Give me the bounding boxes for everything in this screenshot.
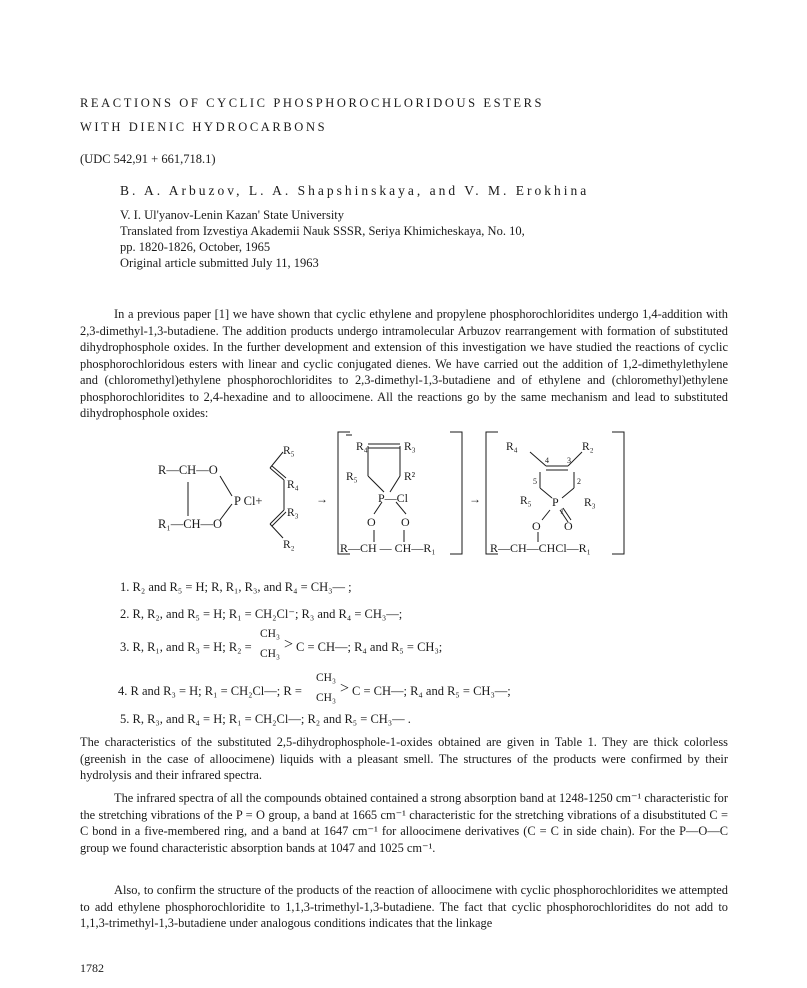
title-line-2: WITH DIENIC HYDROCARBONS: [80, 120, 328, 134]
page-number: 1782: [80, 961, 104, 975]
item3-prefix: 3. R, R₁, and R₃ = H; R₂ =: [120, 640, 252, 654]
int-o-right: O: [401, 515, 410, 529]
item3-frac-top: CH₃: [260, 628, 280, 640]
pcl-plus: P Cl+: [234, 494, 263, 508]
item3-suffix: C = CH—; R₄ and R₅ = CH₃;: [296, 640, 443, 654]
substituent-item-1: 1. R₂ and R₅ = H; R, R₁, R₃, and R₄ = CH₃— ;: [120, 580, 352, 594]
arrow-2: →: [469, 492, 481, 506]
item4-frac-bottom: CH₃: [316, 692, 336, 704]
prod-n4: 4: [545, 456, 549, 465]
prod-o-right: O: [564, 519, 573, 533]
authors: B. A. Arbuzov, L. A. Shapshinskaya, and V. M. Erokhina: [120, 183, 590, 198]
item4-prefix: 4. R and R₃ = H; R₁ = CH₂Cl—; R =: [118, 684, 302, 698]
prod-r2: R₂: [582, 441, 594, 453]
prod-bottom: R—CH—CHCl—R₁: [490, 541, 591, 555]
prod-p: P: [552, 495, 559, 509]
diene-r2: R₂: [283, 539, 295, 551]
reaction-scheme: [0, 430, 807, 570]
paragraph-alloocimene: Also, to confirm the structure of the products of the reaction of alloocimene with cyclic phosphorochloridites we attempted to add ethylene phosphorochloridite to 1,1,3-trimethyl-1,3-butadiene. The fact that cyclic phosphorochloridites do not add to 1,1,3-trimethyl-1,3-butadiene under analogous conditions indicates that the linkage: [80, 883, 728, 930]
prod-n1: 1: [560, 507, 564, 516]
item3-bracket: >: [284, 636, 294, 653]
udc-code: (UDC 542,91 + 661,718.1): [80, 152, 216, 166]
diene-r5: R₅: [283, 445, 295, 457]
prod-n5: 5: [533, 477, 537, 486]
reactant-bottom: R₁—CH—O: [158, 517, 223, 531]
int-r4: R₄: [356, 441, 368, 453]
diene-r4: R₄: [287, 479, 299, 491]
item4-bracket: >: [340, 680, 350, 697]
int-bottom: R—CH — CH—R₁: [340, 541, 436, 555]
paragraph-infrared: The infrared spectra of all the compounds obtained contained a strong absorption band at 1248-1250 cm⁻¹ characteristic for the stretching vibrations of the P = O group, a band at 1665 cm⁻¹ characteristic for the stretching vibrations of a disubstituted C = C bond in a five-membered ring, and a band at 1647 cm⁻¹ for alloocimene derivatives (C = C in side chain). For the P—O—C group we found characteristic absorption bands at 1047 and 1025 cm⁻¹.: [80, 791, 728, 855]
int-o-left: O: [367, 515, 376, 529]
intro-paragraph: In a previous paper [1] we have shown that cyclic ethylene and propylene phosphorochloridites undergo 1,4-addition with 2,3-dimethyl-1,3-butadiene. The addition products undergo intramolecular Arbuzov rearrangement with formation of substituted dihydrophosphole oxides. In the further development and extension of this investigation we have studied the reactions of cyclic phosphorochloridous esters with linear and cyclic conjugated dienes. We have carried out the addition of 1,2-dimethylethylene and (chloromethyl)ethylene phosphorochloridites to 2,3-dimethyl-1,3-butadiene and of ethylene and (chloromethyl)ethylene phosphorochloridites to 2,4-hexadine and to alloocimene. All the reactions go by the same mechanism and lead to substituted dihydrophosphole oxides:: [80, 307, 728, 420]
substituent-item-2: 2. R, R₂, and R₅ = H; R₁ = CH₂Cl⁻; R₃ and R₄ = CH₃—;: [120, 607, 403, 621]
int-r3: R₃: [404, 441, 416, 453]
affiliation-translation: Translated from Izvestiya Akademii Nauk SSSR, Seriya Khimicheskaya, No. 10,: [120, 224, 525, 238]
item3-frac-bottom: CH₃: [260, 648, 280, 660]
paragraph-characteristics: The characteristics of the substituted 2,5-dihydrophosphole-1-oxides obtained are given in Table 1. They are thick colorless (greenish in the case of alloocimene) liquids with a pleasant smell. The structures of the products were confirmed by their hydrolysis and their infrared spectra.: [80, 735, 728, 782]
reactant-top: R—CH—O: [158, 463, 218, 477]
substituent-item-5: 5. R, R₃, and R₄ = H; R₁ = CH₂Cl—; R₂ and R₅ = CH₃— .: [120, 712, 411, 726]
arrow-1: →: [316, 492, 328, 506]
item4-suffix: C = CH—; R₄ and R₅ = CH₃—;: [352, 684, 511, 698]
affiliation-university: V. I. Ul'yanov-Lenin Kazan' State University: [120, 208, 345, 222]
int-pcl: P—Cl: [378, 491, 409, 505]
int-r2: R²: [404, 471, 416, 483]
prod-n2: 2: [577, 477, 581, 486]
item4-frac-top: CH₃: [316, 672, 336, 684]
int-r5: R₅: [346, 471, 358, 483]
affiliation-submitted: Original article submitted July 11, 1963: [120, 256, 319, 270]
prod-r4: R₄: [506, 441, 518, 453]
prod-n3: 3: [567, 456, 571, 465]
prod-r5: R₅: [520, 495, 532, 507]
prod-r3: R₃: [584, 497, 596, 509]
affiliation-pages: pp. 1820-1826, October, 1965: [120, 240, 271, 254]
diene-r3: R₃: [287, 507, 299, 519]
title-line-1: REACTIONS OF CYCLIC PHOSPHOROCHLORIDOUS ESTERS: [80, 96, 545, 110]
prod-o-left: O: [532, 519, 541, 533]
